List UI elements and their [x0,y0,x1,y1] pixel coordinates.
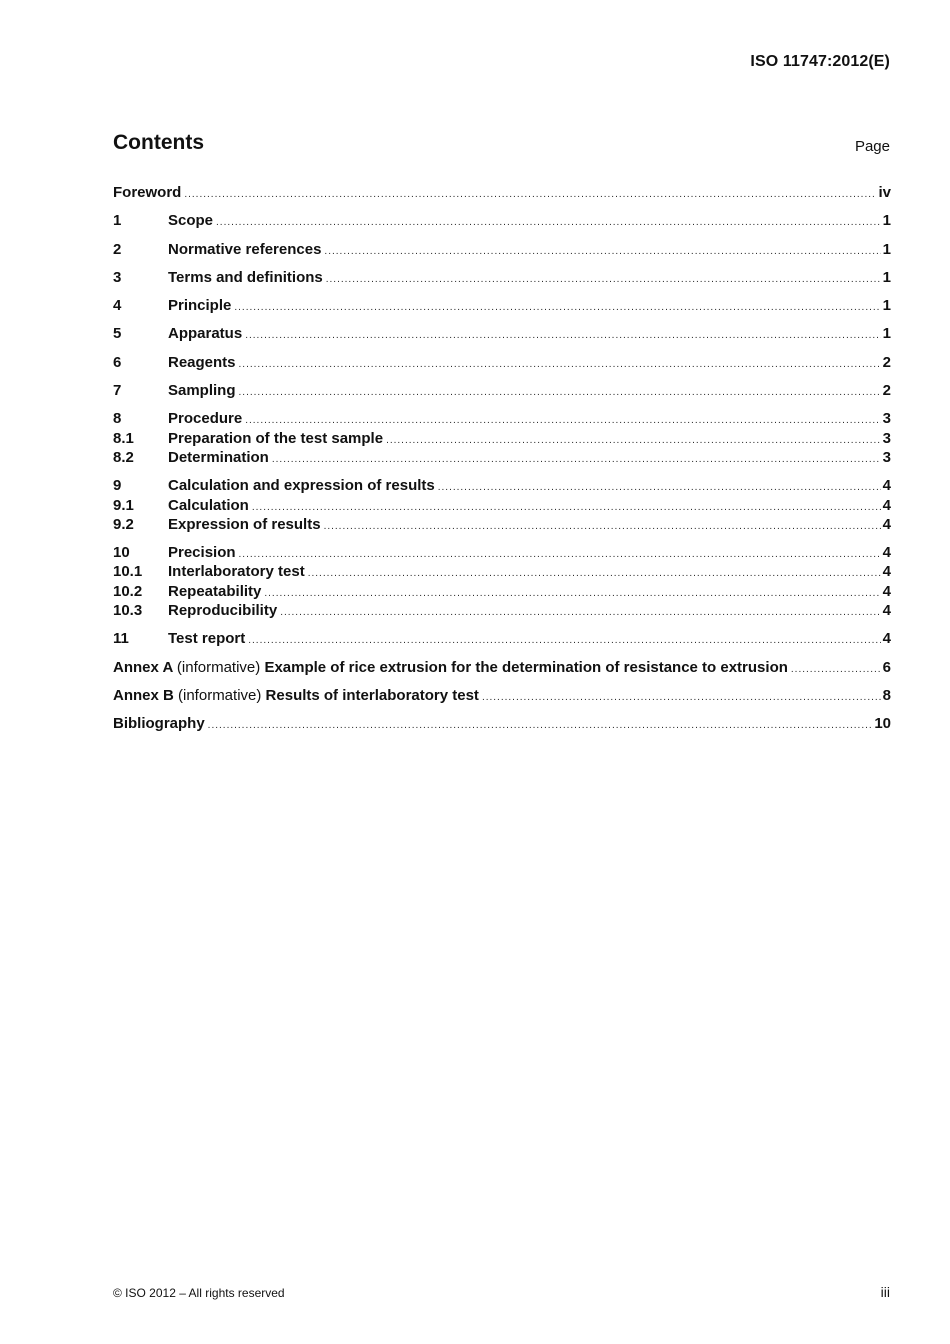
toc-number: 10 [113,544,130,562]
dot-leader [264,584,880,603]
toc-number: 8.1 [113,429,134,447]
dot-leader [386,431,881,450]
annex-qualifier: (informative) [178,686,262,704]
toc-entry-calculation-and-expression[interactable] [113,476,891,495]
toc-number: 7 [113,382,122,400]
toc-page: 3 [882,429,891,447]
toc-entry-terms-and-definitions[interactable] [113,268,891,287]
toc-entry-reproducibility[interactable] [113,601,891,620]
toc-page: 1 [882,240,891,258]
dot-leader [245,326,880,345]
dot-leader [239,355,881,374]
toc-entry-annex-b[interactable] [113,686,891,705]
toc-entry-procedure[interactable] [113,409,891,428]
toc-page: 4 [882,602,891,620]
toc-entry-precision[interactable] [113,543,891,562]
page-column-label: Page [854,138,890,155]
toc-title: Reagents [168,353,236,371]
toc-annex-title [113,686,479,705]
toc-page: 1 [882,325,891,343]
toc-title: Preparation of the test sample [168,429,384,447]
dot-leader [248,631,880,650]
dot-leader [252,498,881,517]
toc-page: 2 [882,353,891,371]
toc-number: 10.3 [113,602,143,620]
copyright-notice: © ISO 2012 – All rights reserved [113,1286,285,1300]
toc-title: Terms and definitions [168,268,323,286]
dot-leader [308,564,881,583]
toc-entry-foreword[interactable] [113,183,891,202]
toc-page: 4 [882,582,891,600]
toc-number: 4 [113,297,122,315]
toc-page: iv [878,184,891,201]
toc-entry-expression-of-results[interactable] [113,515,891,534]
toc-title: Normative references [168,240,322,258]
toc-title: Principle [168,297,232,315]
toc-page: 4 [882,563,891,581]
toc-page: 3 [882,448,891,466]
page-number: iii [880,1284,890,1300]
toc-title: Precision [168,544,236,562]
toc-number: 9.1 [113,496,134,514]
toc-page: 4 [882,544,891,562]
toc-page: 1 [882,268,891,286]
toc-title: Determination [168,448,269,466]
toc-number: 11 [113,630,129,648]
toc-entry-normative-references[interactable] [113,240,891,259]
toc-page: 1 [882,212,891,230]
toc-entry-sampling[interactable] [113,381,891,400]
toc-page: 4 [882,515,891,533]
dot-leader [184,185,876,204]
toc-entry-annex-a[interactable] [113,658,891,677]
toc-entry-preparation-of-test-sample[interactable] [113,429,891,448]
dot-leader [234,298,880,317]
toc-title: Reproducibility [168,602,278,620]
toc-number: 8 [113,410,122,428]
toc-title: Interlaboratory test [168,563,305,581]
toc-number: 9.2 [113,515,134,533]
toc-title: Calculation [168,496,249,514]
toc-number: 2 [113,240,122,258]
contents-heading: Contents [113,131,204,154]
toc-title: Bibliography [113,715,205,733]
dot-leader [438,478,881,497]
toc-page: 10 [874,715,891,733]
dot-leader [216,213,881,232]
toc-page: 8 [882,686,891,704]
toc-number: 9 [113,477,122,495]
toc-page: 2 [882,382,891,400]
toc-entry-reagents[interactable] [113,353,891,372]
toc-entry-interlaboratory-test[interactable] [113,562,891,581]
dot-leader [482,688,881,707]
toc-entry-repeatability[interactable] [113,582,891,601]
toc-number: 10.2 [113,582,143,600]
toc-title: Scope [168,212,214,230]
toc-title: Sampling [168,382,236,400]
toc-title: Test report [168,630,246,648]
toc-number: 8.2 [113,448,134,466]
toc-page: 4 [882,496,891,514]
document-id: ISO 11747:2012(E) [750,53,890,70]
dot-leader [239,545,881,564]
toc-number: 6 [113,353,122,371]
toc-entry-principle[interactable] [113,296,891,315]
toc-title: Repeatability [168,582,262,600]
toc-number: 10.1 [113,563,143,581]
toc-number: 1 [113,212,122,230]
annex-qualifier: (informative) [176,658,261,676]
table-of-contents [113,183,891,743]
dot-leader [280,603,880,622]
toc-title: Example of rice extrusion for the determination of resistance to extrusion [264,658,788,676]
dot-leader [239,383,881,402]
toc-page: 3 [882,410,891,428]
toc-entry-test-report[interactable] [113,629,891,648]
toc-title: Expression of results [168,515,321,533]
toc-title: Results of interlaboratory test [265,686,479,704]
dot-leader [272,450,881,469]
toc-title: Apparatus [168,325,243,343]
toc-entry-calculation[interactable] [113,496,891,515]
annex-label: Annex B [113,686,174,704]
toc-entry-apparatus[interactable] [113,324,891,343]
dot-leader [324,242,880,261]
toc-number: 3 [113,268,122,286]
dot-leader [324,517,881,536]
dot-leader [326,270,881,289]
toc-title: Foreword [113,184,182,201]
toc-entry-scope[interactable] [113,211,891,230]
toc-entry-bibliography[interactable] [113,714,891,733]
toc-entry-determination[interactable] [113,448,891,467]
annex-label: Annex A [113,658,173,676]
toc-annex-title [113,658,788,677]
toc-page: 4 [882,477,891,495]
toc-page: 1 [882,297,891,315]
toc-number: 5 [113,325,122,343]
dot-leader [208,716,873,735]
toc-title: Calculation and expression of results [168,477,435,495]
toc-page: 4 [882,630,891,648]
toc-title: Procedure [168,410,243,428]
toc-page: 6 [882,658,891,676]
dot-leader [791,660,881,679]
